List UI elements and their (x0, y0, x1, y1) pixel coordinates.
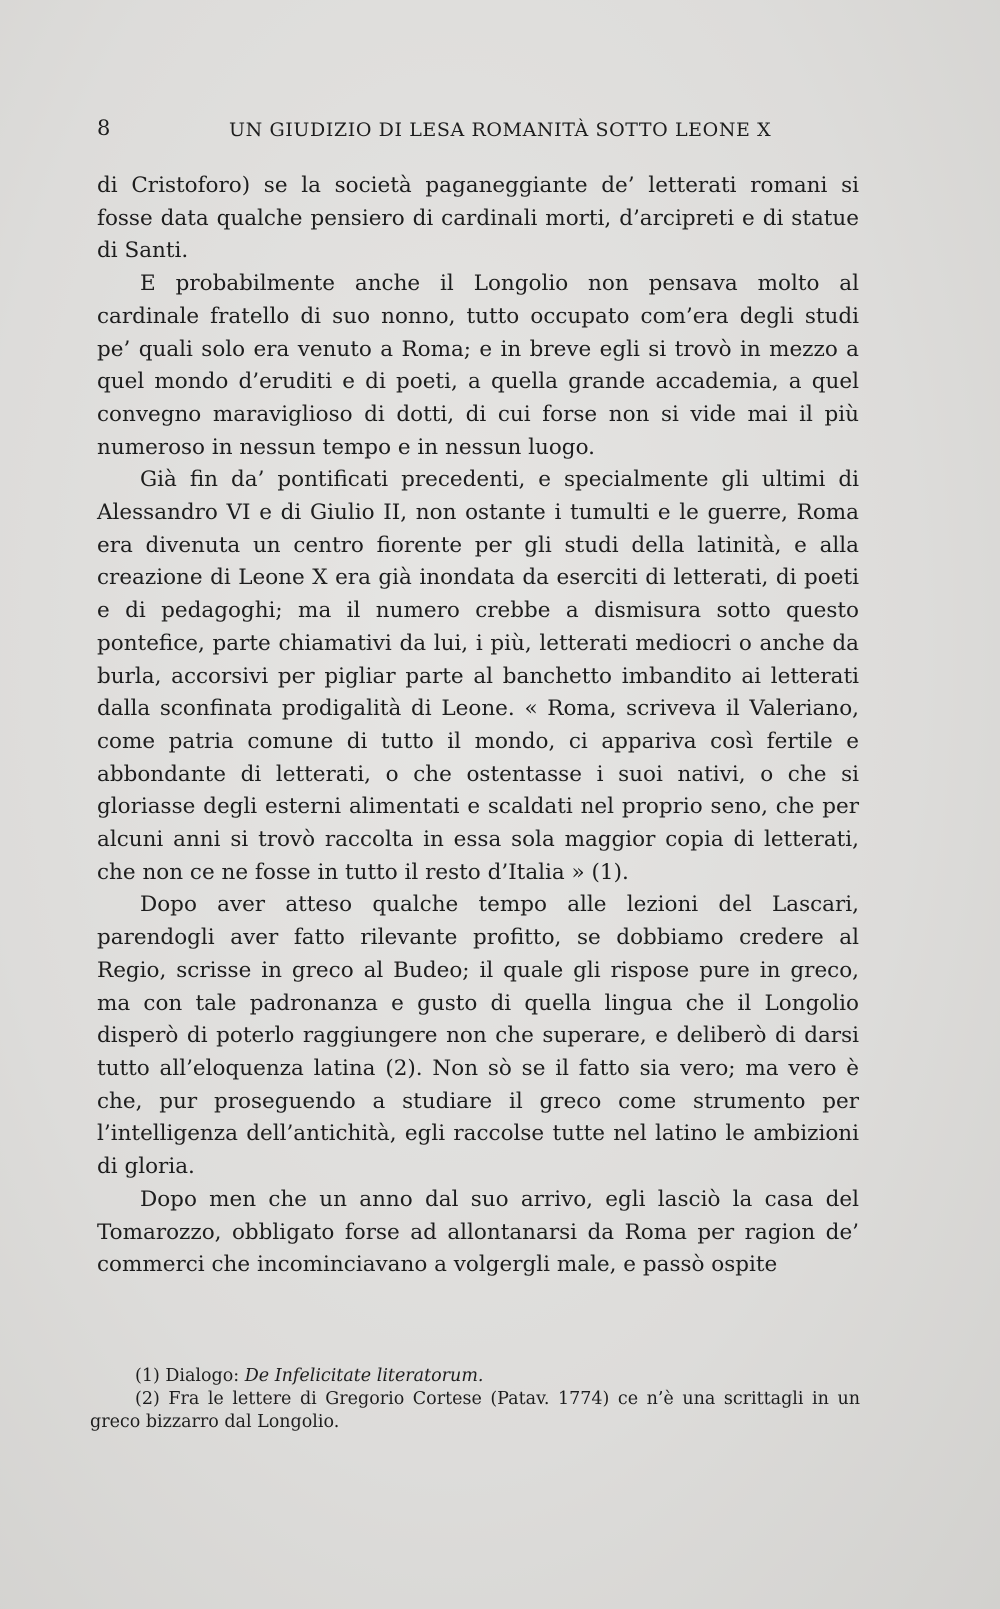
footnote-1 (90, 1365, 860, 1388)
footnote-1-title: De Infelicitate literatorum. (244, 1366, 484, 1386)
footnote-1-prefix: (1) Dialogo: (135, 1366, 245, 1386)
paragraph: E probabilmente anche il Longolio non pensava molto al cardinale fratello di suo nonno, tutto occupato com’era degli studi pe’ quali solo era venuto a Roma; e in breve egli si trovò in mezzo a quel mondo d’eruditi e di poeti, a quella grande accademia, a quel convegno maraviglioso di dotti, di cui forse non si vide mai il più numeroso in nessun tempo e in nessun luogo. (97, 271, 859, 460)
paragraph: Dopo aver atteso qualche tempo alle lezioni del Lascari, parendogli aver fatto rilevante profitto, se dobbiamo credere al Regio, scrisse in greco al Budeo; il quale gli rispose pure in greco, ma con tale padronanza e gusto di quella lingua che il Longolio disperò di poterlo raggiungere non che superare, e deliberò di darsi tutto all’eloquenza latina (2). Non sò se il fatto sia vero; ma vero è che, pur proseguendo a studiare il greco come strumento per l’intelligenza dell’antichità, egli raccolse tutte nel latino le ambizioni di gloria. (97, 892, 859, 1180)
main-text (97, 170, 859, 1282)
running-header (97, 116, 847, 146)
running-title: UN GIUDIZIO DI LESA ROMANITÀ SOTTO LEONE X (229, 119, 772, 141)
page-number: 8 (97, 116, 111, 140)
footnotes (90, 1365, 860, 1434)
paragraph: Già fin da’ pontificati precedenti, e specialmente gli ultimi di Alessandro VI e di Giulio II, non ostante i tumulti e le guerre, Roma era divenuta un centro fiorente per gli studi della latinità, e alla creazione di Leone X era già inondata da eserciti di letterati, di poeti e di pedagoghi; ma il numero crebbe a dismisura sotto questo pontefice, parte chiamativi da lui, i più, letterati mediocri o anche da burla, accorsivi per pigliar parte al banchetto imbandito ai letterati dalla sconfinata prodigalità di Leone. « Roma, scriveva il Valeriano, come patria comune di tutto il mondo, ci appariva così fertile e abbondante di letterati, o che ostentasse i suoi nativi, o che si gloriasse degli esterni alimentati e scaldati nel proprio seno, che per alcuni anni si trovò raccolta in essa sola maggior copia di letterati, che non ce ne fosse in tutto il resto d’Italia » (1). (97, 467, 859, 885)
paragraph: Dopo men che un anno dal suo arrivo, egli lasciò la casa del Tomarozzo, obbligato forse ad allontanarsi da Roma per ragion de’ commerci che incominciavano a volgergli male, e passò ospite (97, 1186, 859, 1278)
footnote-2: (2) Fra le lettere di Gregorio Cortese (Patav. 1774) ce n’è una scrittagli in un greco bizzarro dal Longolio. (90, 1389, 860, 1432)
paragraph: di Cristoforo) se la società paganeggiante de’ letterati romani si fosse data qualche pensiero di cardinali morti, d’arcipreti e di statue di Santi. (97, 173, 859, 264)
